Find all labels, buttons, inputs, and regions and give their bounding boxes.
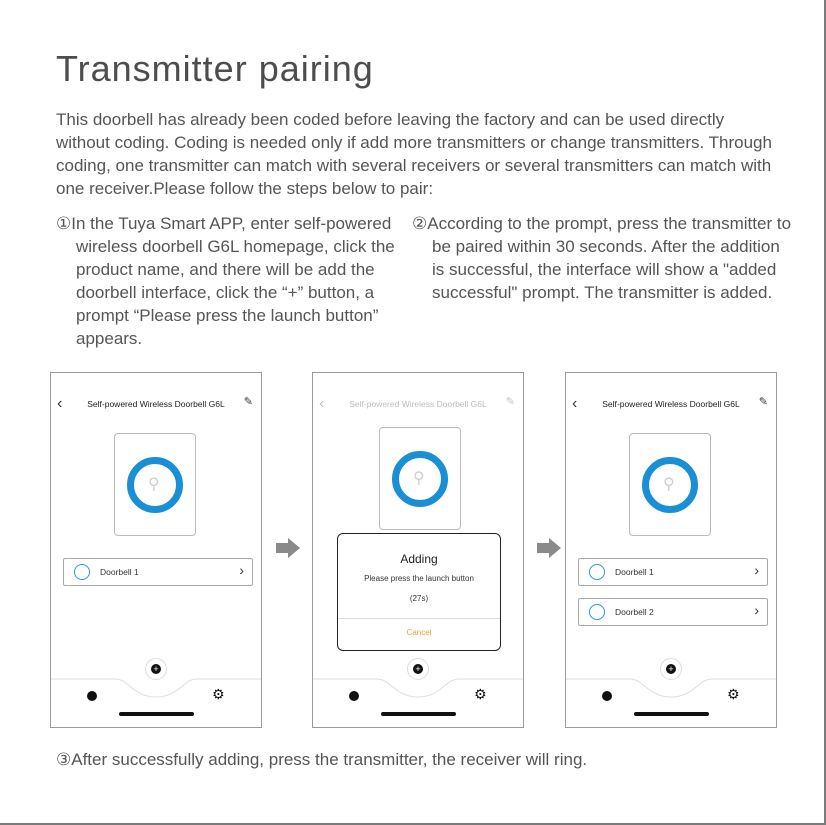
doorbell-ring xyxy=(392,451,448,507)
dialog-message: Please press the launch button xyxy=(364,574,474,583)
doorbell-icon xyxy=(589,564,605,580)
list-item-label: Doorbell 2 xyxy=(615,607,654,617)
home-indicator xyxy=(119,712,194,716)
dialog-countdown: (27s) xyxy=(409,594,429,603)
doorbell-card xyxy=(379,427,461,530)
edit-icon[interactable]: ✎ xyxy=(505,396,515,408)
doorbell-icon xyxy=(74,564,90,580)
add-button[interactable] xyxy=(407,658,429,680)
edit-icon[interactable]: ✎ xyxy=(758,396,768,408)
step-3 xyxy=(56,748,776,771)
edit-icon[interactable]: ✎ xyxy=(243,396,253,408)
list-item[interactable] xyxy=(578,558,768,586)
app-title[interactable]: Self-powered Wireless Doorbell G6L xyxy=(602,399,740,409)
step-1 xyxy=(56,212,426,350)
plus-icon: + xyxy=(151,664,161,674)
dialog-divider xyxy=(338,618,500,619)
clock-icon[interactable] xyxy=(87,691,97,701)
list-item[interactable] xyxy=(578,598,768,626)
app-header xyxy=(51,393,261,415)
clock-icon[interactable] xyxy=(349,691,359,701)
plus-icon: + xyxy=(413,664,423,674)
phone-screen-1 xyxy=(50,372,262,728)
add-button[interactable] xyxy=(660,658,682,680)
doorbell-ring xyxy=(642,457,698,513)
bell-icon: ⚲ xyxy=(148,476,160,493)
app-title[interactable]: Self-powered Wireless Doorbell G6L xyxy=(87,399,225,409)
step-3-number: ③ xyxy=(56,750,72,769)
chevron-right-icon: › xyxy=(239,562,244,578)
add-button[interactable] xyxy=(145,658,167,680)
app-header xyxy=(566,393,776,415)
gear-icon[interactable]: ⚙ xyxy=(727,686,740,702)
page-title: Transmitter pairing xyxy=(56,48,374,89)
list-item-label: Doorbell 1 xyxy=(615,567,654,577)
intro-paragraph: This doorbell has already been coded before leaving the factory and can be used directly without coding. Coding is needed only if add more transmitters or change transmitters. Through coding, one transmitter can match with several receivers or several transmitters can match with one receiver.Please follow the steps below to pair: xyxy=(56,110,772,198)
doorbell-ring xyxy=(127,457,183,513)
bell-icon: ⚲ xyxy=(663,476,675,493)
step-3-text: After successfully adding, press the transmitter, the receiver will ring. xyxy=(71,750,588,769)
app-header xyxy=(313,393,523,415)
chevron-right-icon: › xyxy=(754,562,759,578)
chevron-right-icon: › xyxy=(754,602,759,618)
gear-icon[interactable]: ⚙ xyxy=(474,686,487,702)
doorbell-icon xyxy=(589,604,605,620)
back-icon[interactable]: ‹ xyxy=(319,395,325,412)
step-1-number: ① xyxy=(56,214,72,233)
doorbell-card xyxy=(629,433,711,536)
phone-screen-2 xyxy=(312,372,524,728)
back-icon[interactable]: ‹ xyxy=(57,395,63,412)
list-item[interactable] xyxy=(63,558,253,586)
dialog-title: Adding xyxy=(400,552,438,566)
bell-icon: ⚲ xyxy=(413,470,425,487)
app-title[interactable]: Self-powered Wireless Doorbell G6L xyxy=(349,399,487,409)
gear-icon[interactable]: ⚙ xyxy=(212,686,225,702)
step-1-text: In the Tuya Smart APP, enter self-powered wireless doorbell G6L homepage, click the product name, and there will be add the doorbell interface, click the “+” button, a prompt “Please press the launch button” appears. xyxy=(71,214,395,348)
phone-screen-3 xyxy=(565,372,777,728)
cancel-button[interactable]: Cancel xyxy=(406,628,432,637)
adding-dialog xyxy=(337,533,501,651)
home-indicator xyxy=(381,712,456,716)
back-icon[interactable]: ‹ xyxy=(572,395,578,412)
home-indicator xyxy=(634,712,709,716)
step-2 xyxy=(412,212,792,304)
step-2-number: ② xyxy=(412,214,428,233)
doorbell-card xyxy=(114,433,196,536)
step-2-text: According to the prompt, press the transmitter to be paired within 30 seconds. After the addition is successful, the interface will show a "added successful" prompt. The transmitter is added. xyxy=(427,214,792,302)
clock-icon[interactable] xyxy=(602,691,612,701)
plus-icon: + xyxy=(666,664,676,674)
list-item-label: Doorbell 1 xyxy=(100,567,139,577)
